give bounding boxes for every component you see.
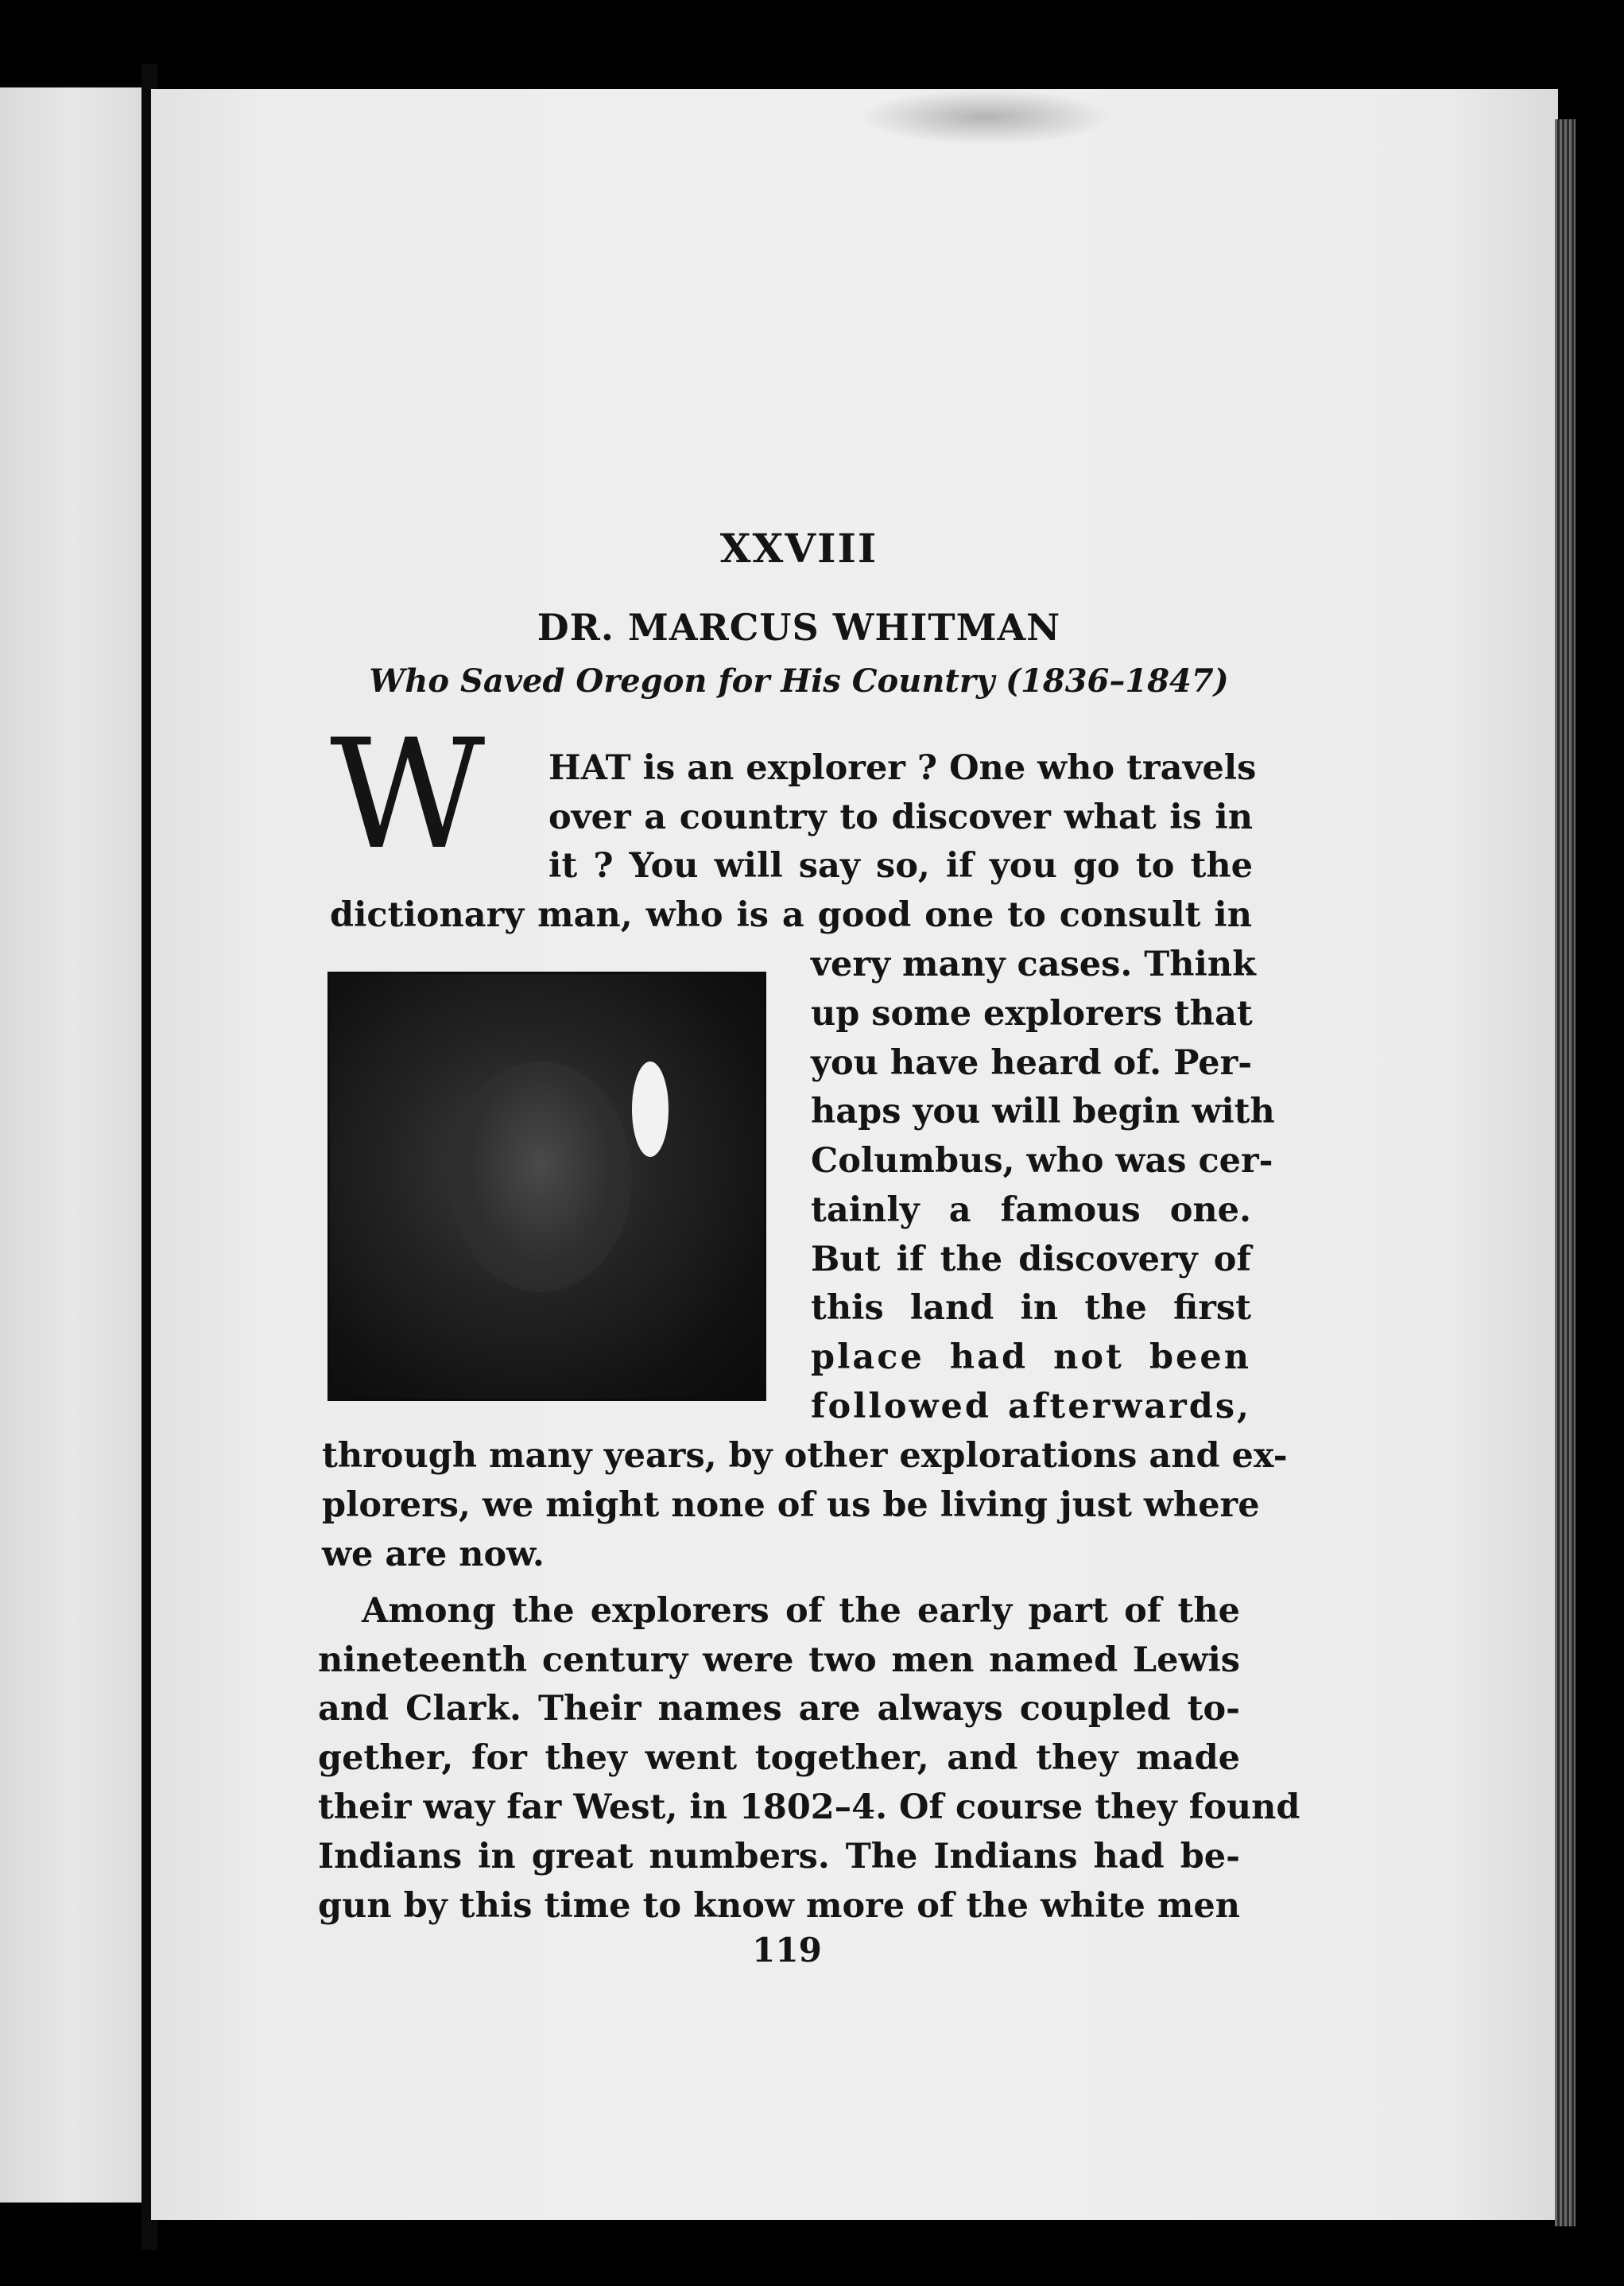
text-line: place had not been bbox=[811, 1337, 1251, 1377]
page-smudge bbox=[859, 89, 1113, 145]
text-line: gun by this time to know more of the white men bbox=[318, 1886, 1240, 1926]
chapter-title: DR. MARCUS WHITMAN bbox=[537, 606, 1061, 649]
chapter-number: XXVIII bbox=[719, 525, 878, 572]
chapter-subtitle: Who Saved Oregon for His Country (1836–1847) bbox=[369, 662, 1229, 700]
text-line: Columbus, who was cer- bbox=[811, 1141, 1273, 1181]
text-line: haps you will begin with bbox=[811, 1092, 1275, 1131]
text-line: up some explorers that bbox=[811, 994, 1253, 1034]
text-line: and Clark. Their names are always coupled to- bbox=[318, 1689, 1240, 1729]
text-line: Among the explorers of the early part of the bbox=[362, 1591, 1240, 1631]
text-line: very many cases. Think bbox=[811, 945, 1256, 984]
text-line: plorers, we might none of us be living just where bbox=[322, 1485, 1260, 1525]
text-line: you have heard of. Per- bbox=[811, 1043, 1253, 1083]
facing-page-edge bbox=[0, 87, 141, 2203]
page-stack-edge bbox=[1555, 119, 1576, 2226]
text-line: tainly a famous one. bbox=[811, 1190, 1251, 1230]
text-line: Indians in great numbers. The Indians had be- bbox=[318, 1837, 1240, 1877]
text-line: followed afterwards, bbox=[811, 1387, 1251, 1426]
page-number: 119 bbox=[752, 1931, 822, 1970]
portrait-face bbox=[449, 1061, 632, 1292]
text-line: we are now. bbox=[322, 1535, 545, 1574]
text-line: HAT is an explorer ? One who travels bbox=[548, 748, 1257, 788]
text-line: gether, for they went together, and they made bbox=[318, 1738, 1240, 1778]
text-line: their way far West, in 1802–4. Of course they found bbox=[318, 1787, 1300, 1827]
text-line: through many years, by other explorations and ex- bbox=[322, 1436, 1288, 1476]
text-line: over a country to discover what is in bbox=[548, 798, 1253, 837]
text-line: it ? You will say so, if you go to the bbox=[548, 846, 1253, 886]
drop-cap: W bbox=[330, 707, 486, 883]
portrait-image bbox=[328, 972, 766, 1401]
text-line: But if the discovery of bbox=[811, 1240, 1251, 1279]
text-line: this land in the first bbox=[811, 1288, 1251, 1328]
text-line: dictionary man, who is a good one to consult in bbox=[330, 895, 1252, 935]
text-line: nineteenth century were two men named Lewis bbox=[318, 1640, 1240, 1680]
print-flaw bbox=[632, 1061, 669, 1157]
